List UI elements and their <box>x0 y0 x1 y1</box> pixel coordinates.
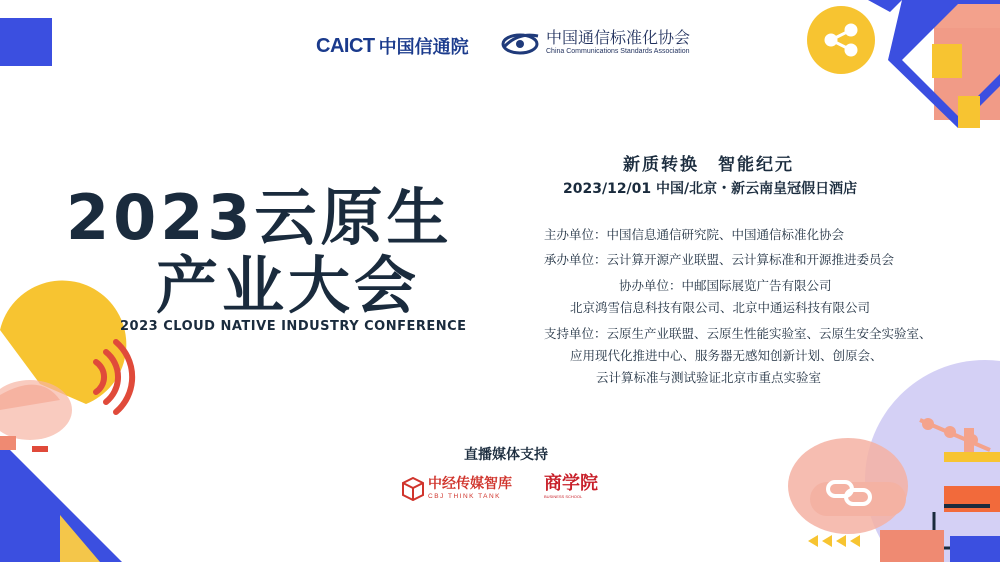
bottom-right-decoration <box>788 360 1000 562</box>
co-organizer-line-1: 协办单位：中邮国际展览广告有限公司 <box>619 278 832 293</box>
ccsa-logo <box>500 28 690 58</box>
support-line-2: 应用现代化推进中心、服务器无感知创新计划、创原会、 <box>570 348 883 363</box>
business-school-logo-cn: 商学院 <box>544 473 598 494</box>
cbj-logo <box>402 476 512 501</box>
business-school-logo-en: BUSINESS SCHOOL <box>544 494 583 499</box>
conference-title-english: 2023 CLOUD NATIVE INDUSTRY CONFERENCE <box>120 319 467 334</box>
arrows-icon <box>808 535 860 547</box>
event-slogan: 新质转换 智能纪元 <box>623 155 794 175</box>
business-school-logo <box>544 474 598 500</box>
co-organizer-line-2: 北京鸿雪信息科技有限公司、北京中通运科技有限公司 <box>570 300 871 315</box>
top-left-blue-square <box>0 18 52 66</box>
caict-logo-cn: 中国信通院 <box>378 37 469 58</box>
cbj-cube-icon <box>402 477 424 501</box>
event-date-venue: 2023/12/01 中国/北京・新云南皇冠假日酒店 <box>563 181 858 197</box>
ccsa-logo-cn: 中国通信标准化协会 <box>546 28 691 47</box>
cbj-logo-en: CBJ THINK TANK <box>428 493 502 500</box>
left-decoration <box>0 281 132 562</box>
conference-title-line-1: 2023云原生 <box>66 181 453 254</box>
conference-title-line-2: 产业大会 <box>156 249 421 322</box>
top-right-decoration <box>807 0 1000 128</box>
live-media-title: 直播媒体支持 <box>464 447 548 463</box>
share-icon-circle <box>807 6 875 74</box>
host-units: 主办单位：中国信息通信研究院、中国通信标准化协会 <box>544 227 845 242</box>
organizer-units: 承办单位：云计算开源产业联盟、云计算标准和开源推进委员会 <box>544 252 895 267</box>
cbj-logo-cn: 中经传媒智库 <box>428 476 512 492</box>
ccsa-logo-en: China Communications Standards Association <box>546 48 690 55</box>
support-line-1: 支持单位：云原生产业联盟、云原生性能实验室、云原生安全实验室、 <box>544 326 932 341</box>
caict-logo-en: CAICT <box>316 34 375 57</box>
caict-logo <box>316 33 469 59</box>
support-line-3: 云计算标准与测试验证北京市重点实验室 <box>596 370 822 385</box>
ccsa-emblem-icon <box>500 28 540 58</box>
